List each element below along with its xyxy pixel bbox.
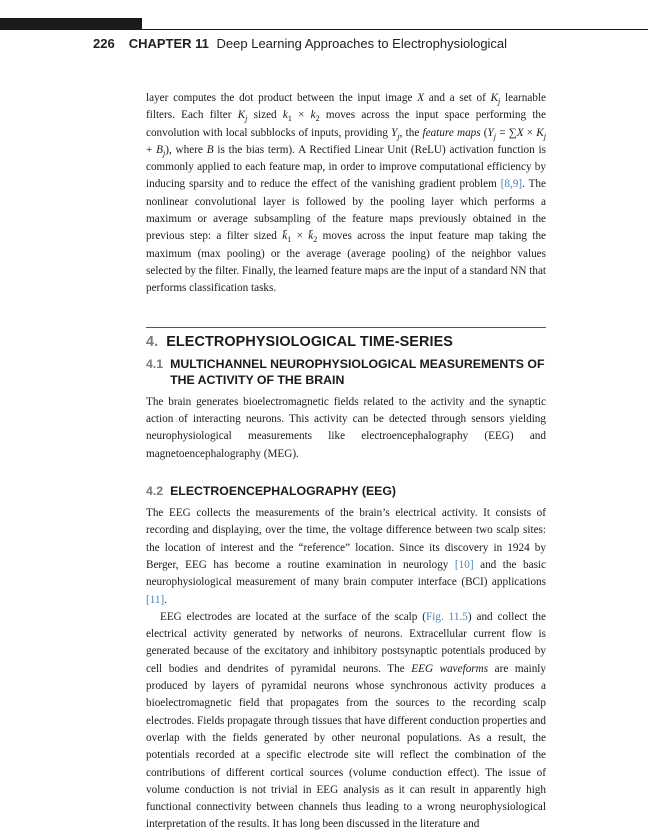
citation-link[interactable]: [10]	[454, 558, 474, 571]
section-number: 4.	[146, 333, 159, 350]
header-bar	[0, 18, 142, 30]
subsection-heading	[146, 356, 546, 388]
section-divider	[146, 327, 546, 328]
header-rule	[142, 29, 648, 30]
subsection-heading	[146, 483, 546, 499]
paragraph: The EEG collects the measurements of the brain’s electrical activity. It consists of recording and displaying, over the time, the voltage difference between two scalp sites: the location of interest and the “reference” location. Since its discovery in 1924 by Berger, EEG has become a routine examination in neurology [10] and the basic neurophysiological measurement of many brain computer interface (BCI) applications [11].	[146, 507, 546, 606]
subsection-number: 4.1	[146, 356, 164, 371]
page-body	[146, 90, 546, 834]
paragraph: The brain generates bioelectromagnetic fields related to the activity and the synaptic action of interacting neurons. This activity can be detected through sensors yielding neurophysiological measurements like electroencephalography (EEG) and magnetoencephalography (MEG).	[146, 395, 546, 460]
chapter-label: CHAPTER 11	[128, 36, 209, 51]
page-number: 226	[93, 36, 115, 51]
running-head	[93, 36, 507, 51]
paragraph: EEG electrodes are located at the surface of the scalp (Fig. 11.5) and collect the electrical activity generated by networks of neurons. Extracellular current flow is generated because of the excitatory and inhibitory postsynaptic potentials produced by cell bodies and dendrites of pyramidal neurons. The EEG waveforms are mainly produced by layers of pyramidal neurons whose synchronous activity produces a bioelectromagnetic field that propagates from the sources to the recording scalp electrodes. Fields propagate through tissues that have different conduction properties and overlap with the fields generated by other neuronal populations. As a result, the potentials recorded at a specific electrode site will reflect the combination of the contributions of different cortical sources (volume conduction effect). The issue of volume conduction is not trivial in EEG analysis as it can result in apparently high functional connectivity between channels thus leading to a wrong neurophysiological interpretation of the results. It has long been discussed in the literature and	[146, 610, 546, 831]
section-title: ELECTROPHYSIOLOGICAL TIME-SERIES	[166, 333, 453, 350]
citation-link[interactable]: [11]	[146, 593, 165, 606]
subsection-number: 4.2	[146, 484, 164, 499]
subsection-title: ELECTROENCEPHALOGRAPHY (EEG)	[170, 484, 397, 499]
chapter-title: Deep Learning Approaches to Electrophysiological	[216, 36, 508, 51]
figure-link[interactable]: Fig. 11.5	[426, 610, 468, 623]
section-heading	[146, 334, 546, 351]
citation-link[interactable]: [8,9]	[500, 178, 523, 191]
subsection-title: MULTICHANNEL NEUROPHYSIOLOGICAL MEASUREMENTS OF THE ACTIVITY OF THE BRAIN	[170, 356, 545, 387]
intro-paragraph: layer computes the dot product between the input image X and a set of $K_j$ learnable filters. Each filter $K_j$ sized $k_1 \times k_2$ moves across the input space performing the convolution with local subblocks of inputs, providing $Y_j$, the feature maps $(Y_j = \sum X \times K_j + B_j)$, where B is the bias term). A Rectified Linear Unit (ReLU) activation function is commonly applied to each feature map, in order to improve computational efficiency by inducing sparsity and to reduce the effect of the vanishing gradient problem [8,9]. The nonlinear convolutional layer is followed by the pooling layer which performs a maximum or average subsampling of the feature maps previously obtained in the previous step: a filter sized $k̄_1$ × $k̄_2$ moves across the input feature map taking the maximum (max pooling) or the average (average pooling) of the neighbor values selected by the filter. Finally, the learned feature maps are the input of a standard NN that performs classification tasks.	[146, 92, 547, 295]
